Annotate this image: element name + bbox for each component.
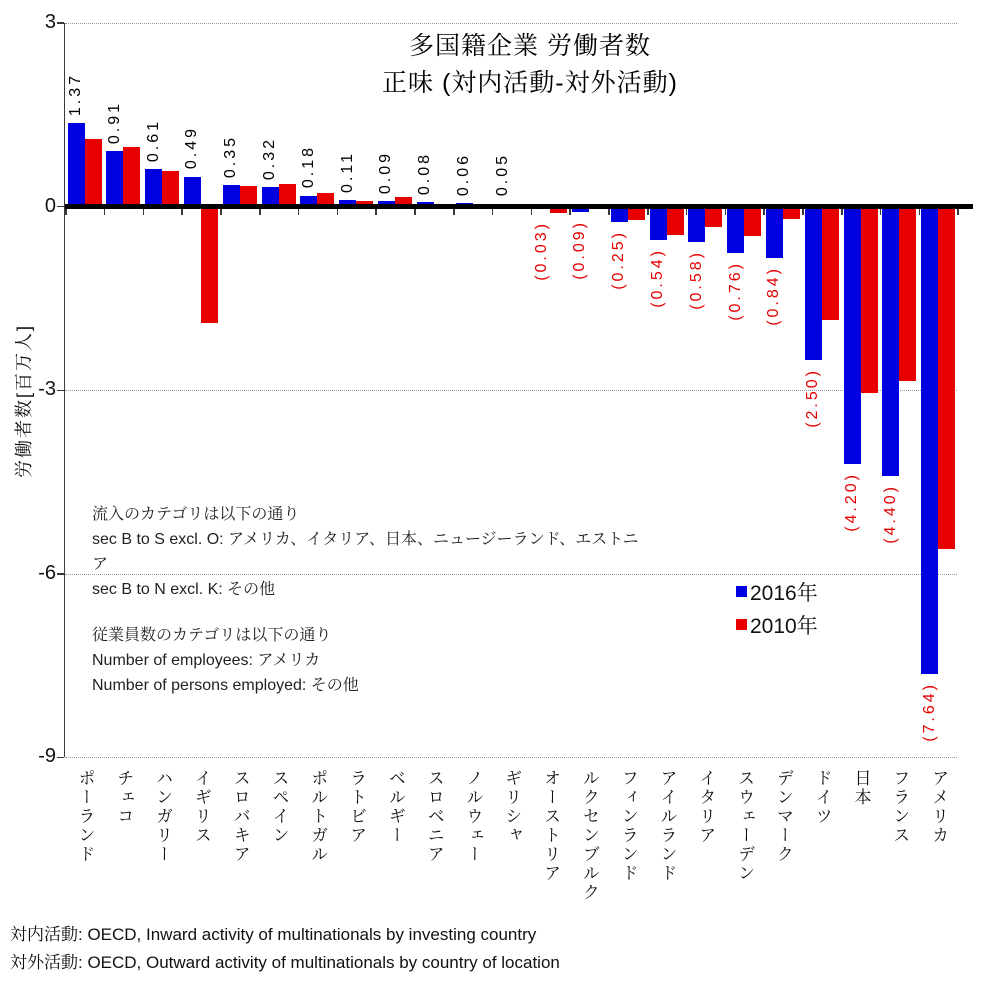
value-label-ハンガリー: 0.61	[144, 119, 162, 163]
legend-swatch-2010	[736, 619, 747, 630]
bar-2016年-日本	[844, 207, 861, 464]
legend-swatch-2016	[736, 586, 747, 597]
x-tick-6	[298, 209, 300, 215]
value-label-スウェーデン: (0.76)	[726, 261, 744, 321]
legend-label-2016: 2016年	[750, 581, 818, 605]
bar-2010年-ポーランド	[85, 139, 102, 206]
inflow-note-line2: sec B to N excl. K: その他	[92, 581, 276, 598]
x-tick-5	[259, 209, 261, 215]
country-label-ドイツ: ドイツ	[812, 769, 832, 826]
y-tick-3	[57, 22, 64, 24]
country-label-デンマーク: デンマーク	[773, 769, 793, 864]
bar-2010年-アイルランド	[667, 207, 684, 235]
y-tick--6	[57, 573, 64, 575]
x-tick-10	[453, 209, 455, 215]
bar-2016年-スウェーデン	[727, 207, 744, 254]
bar-2010年-日本	[861, 207, 878, 394]
value-label-チェコ: 0.91	[105, 100, 123, 144]
country-label-ハンガリー: ハンガリー	[153, 769, 173, 864]
value-label-スロベニア: 0.08	[416, 151, 434, 195]
bar-2016年-フランス	[882, 207, 899, 476]
value-label-アイルランド: (0.54)	[649, 247, 666, 308]
country-label-フランス: フランス	[890, 769, 910, 845]
bar-2016年-イタリア	[688, 207, 705, 243]
country-label-イタリア: イタリア	[696, 769, 716, 845]
country-label-ポルトガル: ポルトガル	[308, 769, 328, 864]
country-label-スロベニア: スロベニア	[424, 769, 444, 864]
source-note-outward: 対外活動: OECD, Outward activity of multinationals by country of location	[10, 953, 560, 972]
x-axis-zero-line	[65, 204, 973, 209]
country-label-アイルランド: アイルランド	[657, 769, 677, 883]
inflow-note-line1: sec B to S excl. O: アメリカ、イタリア、日本、ニュージーランド、エストニア	[92, 531, 639, 573]
country-label-スウェーデン: スウェーデン	[735, 769, 755, 883]
bar-2016年-ハンガリー	[145, 169, 162, 206]
y-axis-title: 労働者数[百万人]	[14, 323, 34, 478]
bar-2010年-チェコ	[123, 147, 140, 206]
y-tick-0	[57, 206, 64, 208]
value-label-ノルウェー: 0.06	[455, 152, 472, 196]
value-label-ギリシャ: 0.05	[493, 153, 511, 197]
bar-2016年-チェコ	[106, 151, 123, 207]
legend	[736, 575, 818, 641]
employees-note-heading: 従業員数のカテゴリは以下の通り	[92, 627, 332, 644]
bar-2010年-ドイツ	[822, 207, 839, 320]
bar-2010年-イタリア	[705, 207, 722, 228]
bar-2016年-デンマーク	[766, 207, 783, 258]
value-label-イギリス: 0.49	[183, 126, 201, 170]
bar-2010年-ハンガリー	[162, 171, 179, 207]
bar-2010年-イギリス	[201, 207, 218, 323]
country-label-アメリカ: アメリカ	[929, 769, 949, 845]
y-tick-label-0: 0	[44, 194, 56, 217]
country-label-ポーランド: ポーランド	[75, 769, 95, 864]
x-tick-15	[647, 209, 649, 215]
country-label-チェコ: チェコ	[114, 769, 134, 826]
bar-2010年-アメリカ	[938, 207, 955, 550]
country-label-フィンランド: フィンランド	[618, 769, 638, 883]
bar-2016年-アメリカ	[921, 207, 938, 675]
y-tick-label--9: -9	[38, 745, 56, 768]
country-label-ルクセンブルク: ルクセンブルク	[579, 769, 599, 902]
legend-item-2010	[736, 608, 818, 641]
country-label-ベルギー: ベルギー	[385, 769, 405, 845]
country-label-ギリシャ: ギリシャ	[502, 769, 522, 845]
employees-note-line2: Number of persons employed: その他	[92, 677, 359, 694]
employees-note-line1: Number of employees: アメリカ	[92, 652, 321, 669]
legend-item-2016	[736, 575, 818, 608]
value-label-イタリア: (0.58)	[687, 250, 705, 310]
gridline--3	[65, 390, 957, 391]
country-label-オーストリア: オーストリア	[541, 769, 561, 883]
value-label-ドイツ: (2.50)	[804, 367, 822, 428]
bar-2016年-ドイツ	[805, 207, 822, 360]
x-tick-11	[492, 209, 494, 215]
value-label-ベルギー: 0.09	[377, 150, 395, 195]
value-label-オーストリア: (0.03)	[532, 220, 550, 281]
x-tick-1	[104, 209, 106, 215]
source-note-inward: 対内活動: OECD, Inward activity of multinationals by investing country	[10, 925, 537, 944]
x-tick-0	[65, 209, 67, 215]
x-tick-3	[181, 209, 183, 215]
value-label-スペイン: 0.32	[261, 136, 278, 180]
y-tick-label-3: 3	[44, 11, 56, 33]
value-label-ルクセンブルク: (0.09)	[571, 220, 589, 280]
x-tick-9	[414, 209, 416, 215]
y-tick-label--6: -6	[38, 561, 56, 584]
chart-title-line1: 多国籍企業 労働者数	[409, 32, 651, 60]
value-label-ポルトガル: 0.18	[299, 145, 317, 189]
x-tick-16	[686, 209, 688, 215]
bar-2010年-フランス	[899, 207, 916, 381]
x-tick-2	[143, 209, 145, 215]
y-tick--3	[57, 390, 64, 392]
value-label-スロバキア: 0.35	[222, 135, 240, 179]
bar-2016年-ポーランド	[68, 123, 85, 207]
country-label-ラトビア: ラトビア	[347, 769, 367, 845]
inflow-note-heading: 流入のカテゴリは以下の通り	[92, 506, 300, 523]
x-tick-22	[919, 209, 921, 215]
country-label-スロバキア: スロバキア	[230, 769, 250, 864]
x-tick-18	[763, 209, 765, 215]
value-label-アメリカ: (7.64)	[920, 682, 938, 742]
value-label-ラトビア: 0.11	[338, 150, 356, 193]
country-label-イギリス: イギリス	[191, 769, 211, 845]
bar-2016年-イギリス	[184, 177, 201, 207]
x-tick-7	[337, 209, 339, 215]
gridline--9	[65, 757, 957, 758]
y-tick-label--3: -3	[38, 378, 56, 401]
chart-title-line2: 正味 (対内活動-対外活動)	[382, 69, 678, 97]
country-label-ノルウェー: ノルウェー	[463, 769, 483, 864]
legend-label-2010: 2010年	[750, 614, 818, 638]
bar-2016年-アイルランド	[650, 207, 667, 240]
x-tick-21	[880, 209, 882, 215]
value-label-日本: (4.20)	[843, 471, 860, 532]
gridline-3	[65, 23, 957, 24]
x-tick-14	[608, 209, 610, 215]
bar-2010年-スウェーデン	[744, 207, 761, 236]
value-label-フランス: (4.40)	[881, 483, 899, 544]
x-tick-4	[220, 209, 222, 215]
category-notes	[92, 502, 652, 698]
x-tick-13	[569, 209, 571, 215]
value-label-デンマーク: (0.84)	[765, 266, 783, 326]
x-tick-12	[531, 209, 533, 215]
value-label-ポーランド: 1.37	[67, 72, 84, 116]
country-label-スペイン: スペイン	[269, 769, 289, 845]
x-tick-8	[375, 209, 377, 215]
country-label-日本: 日本	[851, 769, 871, 807]
x-tick-19	[802, 209, 804, 215]
y-tick--9	[57, 757, 64, 759]
x-tick-17	[725, 209, 727, 215]
x-tick-23	[957, 209, 959, 215]
x-tick-20	[841, 209, 843, 215]
source-notes	[10, 921, 710, 977]
value-label-フィンランド: (0.25)	[610, 229, 628, 290]
